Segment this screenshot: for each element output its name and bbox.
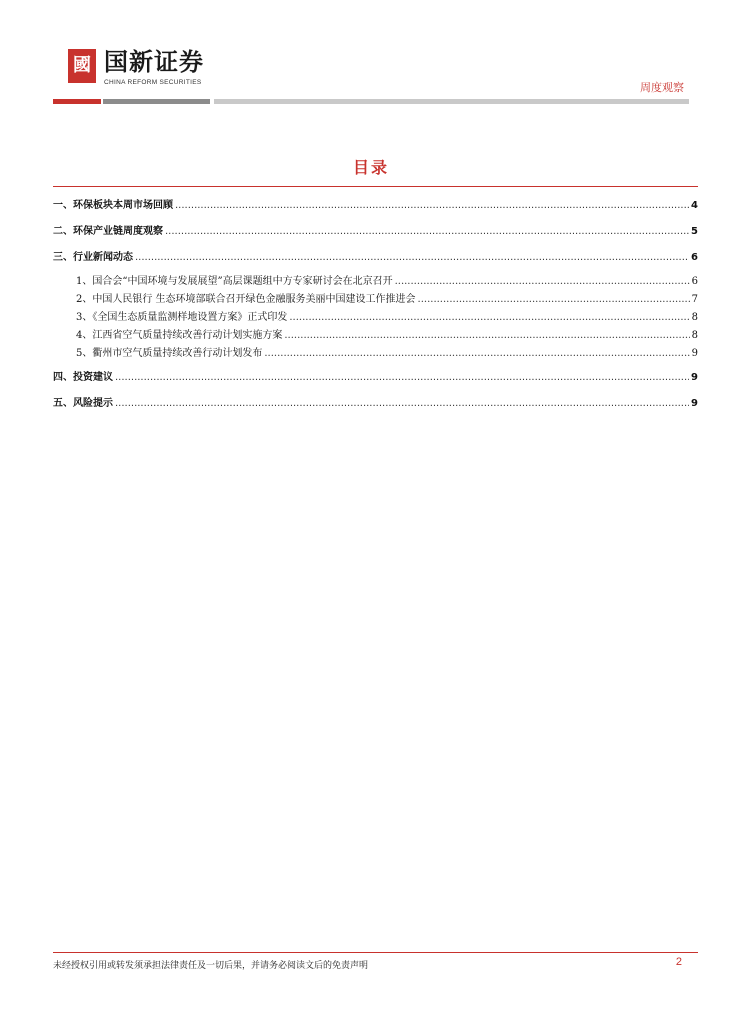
toc-entry-label: 5、衢州市空气质量持续改善行动计划发布 xyxy=(76,348,263,359)
toc-leader-dots xyxy=(135,252,689,263)
toc-entry-page: 9 xyxy=(691,398,698,409)
toc-entry-label: 三、行业新闻动态 xyxy=(53,252,133,263)
footer-divider xyxy=(53,952,698,953)
toc-entry-label: 4、江西省空气质量持续改善行动计划实施方案 xyxy=(76,330,283,341)
company-name-en: CHINA REFORM SECURITIES xyxy=(104,79,202,86)
toc-leader-dots xyxy=(115,372,689,383)
header-bar-red xyxy=(53,99,101,104)
toc-entry-label: 一、环保板块本周市场回顾 xyxy=(53,200,173,211)
toc-entry-label: 四、投资建议 xyxy=(53,372,113,383)
toc-entry-label: 3、《全国生态质量监测样地设置方案》正式印发 xyxy=(76,312,288,323)
company-logo-mark: 國 xyxy=(68,49,96,83)
toc-title: 目录 xyxy=(352,158,389,177)
toc-entry-news-2[interactable] xyxy=(53,290,698,310)
report-type-label: 周度观察 xyxy=(640,81,684,94)
toc-leader-dots xyxy=(418,294,690,305)
toc-leader-dots xyxy=(284,330,689,341)
toc-entry-news-3[interactable] xyxy=(53,308,698,328)
footer-page-number: 2 xyxy=(675,956,682,968)
toc-entry-label: 二、环保产业链周度观察 xyxy=(53,226,163,237)
toc-entry-page: 7 xyxy=(691,294,698,305)
toc-entry-news-4[interactable] xyxy=(53,326,698,346)
toc-entry-page: 8 xyxy=(691,330,698,341)
toc-title-divider xyxy=(53,186,698,187)
page-header xyxy=(0,0,742,110)
toc-leader-dots xyxy=(165,226,689,237)
header-bar-dark-gray xyxy=(103,99,210,104)
footer-disclaimer: 未经授权引用或转发须承担法律责任及一切后果，并请务必阅读文后的免责声明 xyxy=(53,961,369,971)
toc-entry-news-5[interactable] xyxy=(53,344,698,364)
toc-entry-industry-news[interactable] xyxy=(53,248,698,268)
toc-entry-page: 9 xyxy=(691,348,698,359)
toc-entry-page: 9 xyxy=(691,372,698,383)
toc-entry-investment-advice[interactable] xyxy=(53,368,698,388)
toc-leader-dots xyxy=(289,312,689,323)
toc-entry-industry-chain[interactable] xyxy=(53,222,698,242)
toc-entry-page: 4 xyxy=(691,200,698,211)
toc-entry-news-1[interactable] xyxy=(53,272,698,292)
toc-leader-dots xyxy=(115,398,689,409)
toc-entry-label: 2、中国人民银行 生态环境部联合召开绿色金融服务美丽中国建设工作推进会 xyxy=(76,294,416,305)
header-bar-light-gray xyxy=(214,99,689,104)
toc-leader-dots xyxy=(264,348,689,359)
company-name-cn: 国新证券 xyxy=(104,48,204,76)
toc-leader-dots xyxy=(175,200,689,211)
toc-entry-page: 5 xyxy=(691,226,698,237)
toc-entry-market-review[interactable] xyxy=(53,196,698,216)
toc-entry-label: 五、风险提示 xyxy=(53,398,113,409)
toc-leader-dots xyxy=(395,276,690,287)
toc-entry-page: 6 xyxy=(691,252,698,263)
toc-entry-page: 6 xyxy=(691,276,698,287)
toc-entry-label: 1、国合会“中国环境与发展展望”高层课题组中方专家研讨会在北京召开 xyxy=(76,276,393,287)
toc-entry-page: 8 xyxy=(691,312,698,323)
toc-entry-risk-warning[interactable] xyxy=(53,394,698,414)
